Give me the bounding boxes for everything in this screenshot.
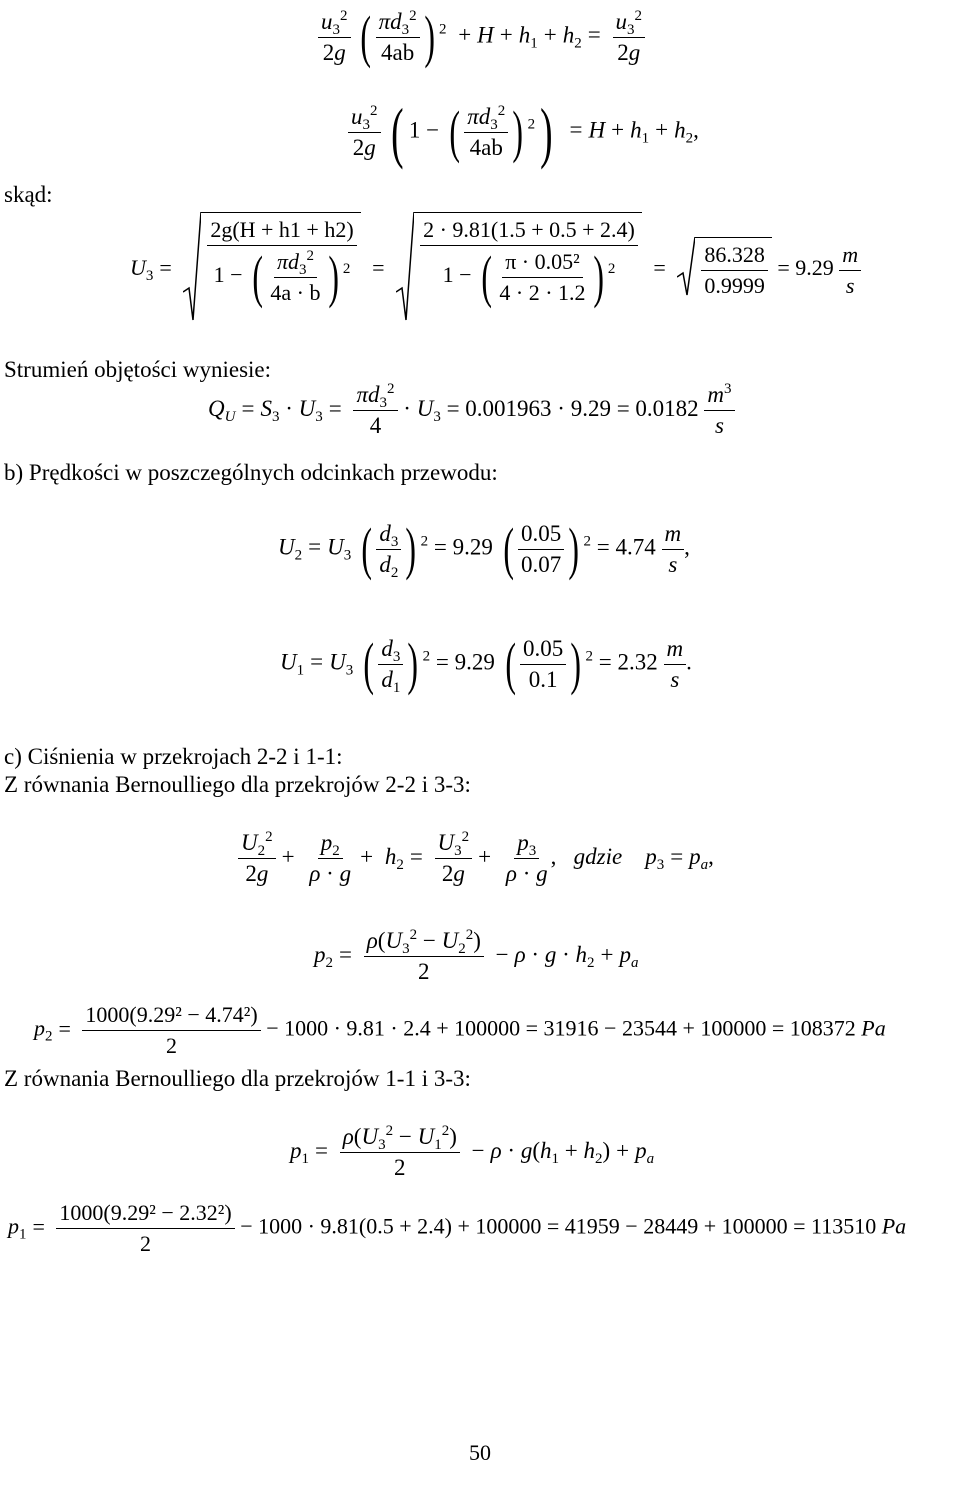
text-bernoulli-11: Z równania Bernoulliego dla przekrojów 1-1 i 3-3: bbox=[4, 1066, 471, 1091]
equation-p1-symbolic: $p_1$ = $\frac{\rho(U_3^2 - U_1^2)}{2}$ − $\rho \cdot g(h_1 + h_2) + p_a$ bbox=[290, 1123, 655, 1180]
text-strumien: Strumień objętości wyniesie: bbox=[4, 357, 272, 382]
equation-u2: $U_2 = U_3$ ( $\frac{d_3}{d_2}$ ) $^2$ = 9.29 ( $\frac{0.05}{0.07}$ ) $^2$ = 4.74 $\frac{m}{s}$ , bbox=[278, 516, 690, 581]
text-bernoulli-22: Z równania Bernoulliego dla przekrojów 2-2 i 3-3: bbox=[4, 772, 471, 797]
equation-p2-numeric: $p_2$ = $\frac{\text{1000(9.29² − 4.74²)}}{2}$ − 1000 · 9.81 · 2.4 + 100000 = 31916 − 23544 + 100000 = 108372 Pa bbox=[34, 1002, 886, 1058]
equation-p2-symbolic: $p_2$ = $\frac{\rho(U_3^2 - U_2^2)}{2}$ − $\rho \cdot g \cdot h_2 + p_a$ bbox=[314, 927, 639, 984]
text-b-header: b) Prędkości w poszczególnych odcinkach przewodu: bbox=[4, 460, 498, 485]
equation-energy-2: $\frac{u_3^2}{2g}$ ( 1 − ( $\frac{\pi d_3^2}{4ab}$ ) $^2) = H + h_1 + h_2$, bbox=[348, 98, 699, 166]
page-number: 50 bbox=[469, 1440, 491, 1465]
equation-bernoulli: $\frac{U_2^2}{2g}$ + $\frac{p_2}{\rho \cdot g}$ + $h_2$ = $\frac{U_3^2}{2g}$ + $\frac{p_3}{\rho \cdot g}$ , gdzie $p_3 = p_a$, bbox=[238, 830, 714, 887]
text-c-header: c) Ciśnienia w przekrojach 2-2 i 1-1: bbox=[4, 744, 343, 769]
equation-p1-numeric: $p_1$ = $\frac{\text{1000(9.29² − 2.32²)}}{2}$ − 1000 · 9.81(0.5 + 2.4) + 100000 = 41959 − 28449 + 100000 = 113510 Pa bbox=[8, 1200, 907, 1256]
equation-qu: $Q_U = S_3 \cdot U_3$ = $\frac{\pi d_3^2}{4}$ · $U_3 = 0.001963 \cdot 9.29 = 0.0182$ $\frac{m^3}{s}$ bbox=[208, 382, 735, 439]
equation-u1: $U_1 = U_3$ ( $\frac{d_3}{d_1}$ ) $^2$ = 9.29 ( $\frac{0.05}{0.1}$ ) $^2$ = 2.32 $\frac{m}{s}$ . bbox=[280, 631, 692, 696]
equation-u3: $U_3$ = 2g(H + h1 + h2) 1 − ( $\frac{\pi d_3^2}{4a \cdot b}$ ) $^2$ = 2 · 9.81(1.5 + 0.5 + 2.4) 1 − ( $\frac{\text{π · 0.05²}}{4 \cdot 2 \cdot 1.2}$ ) $^2$ = $\frac{86.328}{0.9999}$ = 9.29 $\frac{m}{s}$ bbox=[130, 212, 861, 328]
equation-energy-1: $\frac{u_3^2}{2g}$ ( $\frac{\pi d_3^2}{4ab}$ ) $^2 + H + h_1 + h_2$ = $\frac{u_3^2}{2g}$ bbox=[318, 8, 645, 66]
text-skad: skąd: bbox=[4, 182, 53, 207]
